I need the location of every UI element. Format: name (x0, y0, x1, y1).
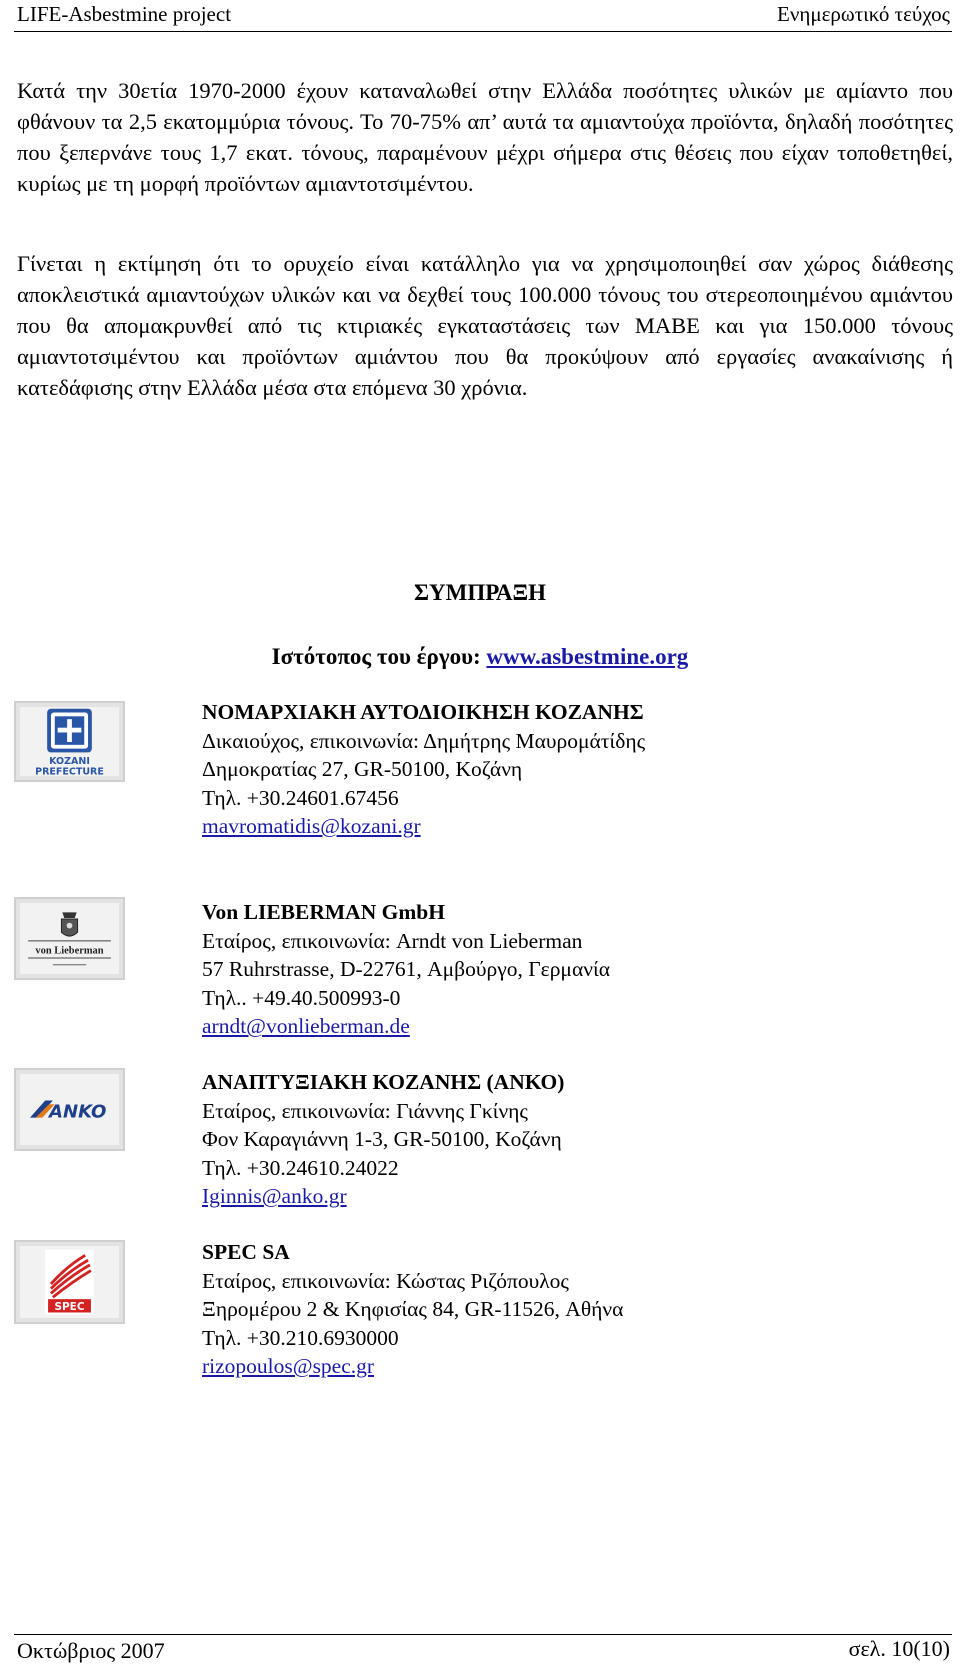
partner-name: ΑΝΑΠΤΥΞΙΑΚΗ ΚΟΖΑΝΗΣ (ΑΝΚΟ) (202, 1070, 565, 1094)
partner-card-kozani (202, 698, 645, 841)
partner-phone: Τηλ. +30.24610.24022 (202, 1155, 399, 1180)
kozani-logo-text-2: PREFECTURE (35, 766, 104, 778)
partner-card-spec (202, 1238, 623, 1381)
partner-address: Δημοκρατίας 27, GR-50100, Κοζάνη (202, 757, 523, 782)
header-rule (14, 31, 952, 32)
von-lieberman-logo (14, 897, 125, 980)
partner-email-link[interactable]: Iginnis@anko.gr (202, 1184, 347, 1209)
header-document-type: Ενημερωτικό τεύχος (777, 2, 950, 26)
partner-role: Εταίρος, επικοινωνία: Γιάννης Γκίνης (202, 1098, 528, 1123)
project-website-line (0, 644, 960, 670)
partner-phone: Τηλ. +30.210.6930000 (202, 1325, 399, 1350)
partner-email-link[interactable]: mavromatidis@kozani.gr (202, 814, 421, 839)
partner-phone: Τηλ. +30.24601.67456 (202, 785, 399, 810)
paragraph-consumption: Κατά την 30ετία 1970-2000 έχουν καταναλωθεί στην Ελλάδα ποσότητες υλικών με αμίαντο που φθάνουν τα 2,5 εκατομμύρια τόνους. Το 70-75% απ’ αυτά τα αμιαντούχα προϊόντα, δηλαδή ποσότητες που ξεπερνάνε τους 1,7 εκατ. τόνους, παραμένουν μέχρι σήμερα στις θέσεις που είχαν τοποθετηθεί, κυρίως με τη μορφή προϊόντων αμιαντοτσιμέντου. (17, 78, 953, 196)
lieberman-logo-text: von Lieberman (35, 945, 104, 957)
partner-name: Von LIEBERMAN GmbH (202, 900, 445, 924)
partner-role: Εταίρος, επικοινωνία: Κώστας Ριζόπουλος (202, 1268, 569, 1293)
partner-email-link[interactable]: arndt@vonlieberman.de (202, 1014, 410, 1039)
spec-logo-text: SPEC (54, 1301, 85, 1314)
partner-name: SPEC SA (202, 1240, 290, 1264)
partner-address: Ξηρομέρου 2 & Κηφισίας 84, GR-11526, Αθήνα (202, 1297, 624, 1322)
kozani-prefecture-logo (14, 701, 125, 782)
anko-logo (14, 1068, 125, 1151)
spec-logo (14, 1240, 125, 1324)
partner-address: 57 Ruhrstrasse, D-22761, Αμβούργο, Γερμανία (202, 957, 610, 982)
paragraph-mine-estimate: Γίνεται η εκτίμηση ότι το ορυχείο είναι κατάλληλο για να χρησιμοποιηθεί σαν χώρος διάθεσης αποκλειστικά αμιαντούχων υλικών και να δεχθεί τους 100.000 τόνους του στερεοποιημένου αμιάντου που θα απομακρυνθεί από τις κτιριακές εγκαταστάσεις των ΜΑΒΕ και για 150.000 τόνους αμιαντοτσιμέντου και προϊόντων αμιάντου που θα προκύψουν από εργασίες ανακαίνισης ή κατεδάφισης στην Ελλάδα μέσα στα επόμενα 30 χρόνια. (17, 251, 953, 400)
header-project-name: LIFE-Asbestmine project (17, 2, 232, 26)
partner-role: Εταίρος, επικοινωνία: Arndt von Lieberman (202, 928, 583, 953)
partner-address: Φον Καραγιάννη 1-3, GR-50100, Κοζάνη (202, 1127, 562, 1152)
anko-logo-text: ANKO (49, 1101, 107, 1123)
website-link[interactable]: www.asbestmine.org (486, 644, 689, 669)
partner-role: Δικαιούχος, επικοινωνία: Δημήτρης Μαυρομάτίδης (202, 728, 646, 753)
website-label: Ιστότοπος του έργου: (271, 644, 487, 669)
footer-date: Οκτώβριος 2007 (17, 1638, 165, 1663)
kozani-logo-text-1: KOZANI (49, 755, 90, 767)
footer-rule (14, 1634, 952, 1635)
partner-card-lieberman (202, 898, 610, 1041)
partner-name: ΝΟΜΑΡΧΙΑΚΗ ΑΥΤΟΔΙΟΙΚΗΣΗ ΚΟΖΑΝΗΣ (202, 700, 644, 724)
partner-phone: Τηλ.. +49.40.500993-0 (202, 985, 401, 1010)
partnership-title: ΣΥΜΠΡΑΞΗ (414, 580, 546, 605)
footer-page-number: σελ. 10(10) (848, 1636, 950, 1661)
partner-card-anko (202, 1068, 564, 1211)
partner-email-link[interactable]: rizopoulos@spec.gr (202, 1354, 375, 1379)
